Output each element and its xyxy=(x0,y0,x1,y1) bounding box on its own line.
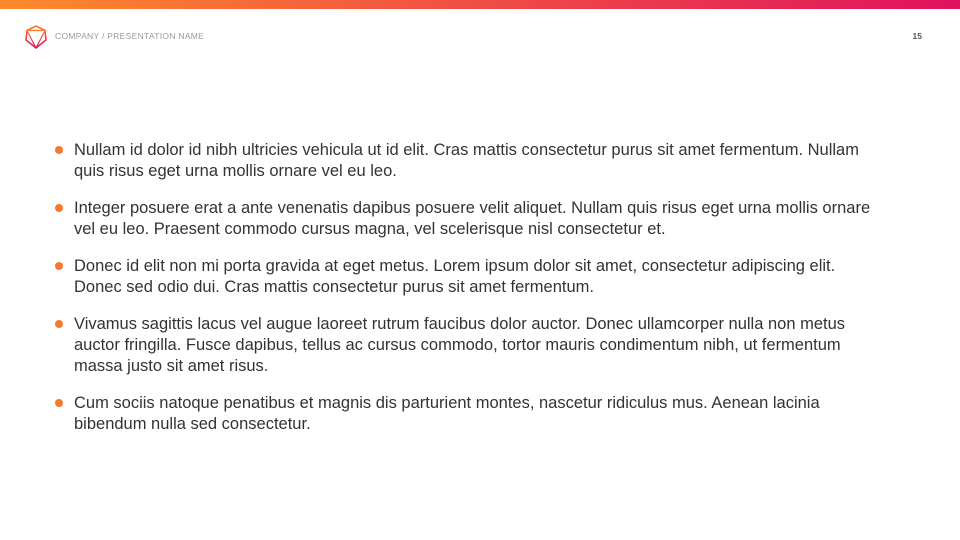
bullet-item xyxy=(55,256,875,298)
accent-gradient-bar xyxy=(0,0,960,9)
bullet-text: Donec id elit non mi porta gravida at eget metus. Lorem ipsum dolor sit amet, consectetur adipiscing elit. Donec sed odio dui. Cras mattis consectetur purus sit amet fermentum. xyxy=(74,257,836,296)
bullet-text: Integer posuere erat a ante venenatis dapibus posuere velit aliquet. Nullam quis risus eget urna mollis ornare vel eu leo. Praesent commodo cursus magna, vel scelerisque nisl consectetur et. xyxy=(74,199,871,238)
bullet-text: Nullam id dolor id nibh ultricies vehicula ut id elit. Cras mattis consectetur purus sit amet fermentum. Nullam quis risus eget urna mollis ornare vel eu leo. xyxy=(74,141,859,180)
bullet-item xyxy=(55,314,875,377)
bullet-text: Vivamus sagittis lacus vel augue laoreet rutrum faucibus dolor auctor. Donec ullamcorper nulla non metus auctor fringilla. Fusce dapibus, tellus ac cursus commodo, tortor mauris condimentum nibh, ut fermentum massa justo sit amet risus. xyxy=(74,315,846,375)
bullet-dot-icon xyxy=(55,146,63,154)
bullet-item xyxy=(55,198,875,240)
bullet-item xyxy=(55,140,875,182)
bullet-dot-icon xyxy=(55,262,63,270)
bullet-dot-icon xyxy=(55,399,63,407)
company-logo-icon xyxy=(25,25,47,49)
bullet-item xyxy=(55,393,875,435)
company-presentation-name: COMPANY / PRESENTATION NAME xyxy=(55,31,205,41)
page-number: 15 xyxy=(912,31,922,41)
bullet-text: Cum sociis natoque penatibus et magnis dis parturient montes, nascetur ridiculus mus. Aenean lacinia bibendum nulla sed consectetur. xyxy=(74,394,820,433)
bullet-dot-icon xyxy=(55,204,63,212)
bullet-list xyxy=(55,140,875,451)
bullet-dot-icon xyxy=(55,320,63,328)
